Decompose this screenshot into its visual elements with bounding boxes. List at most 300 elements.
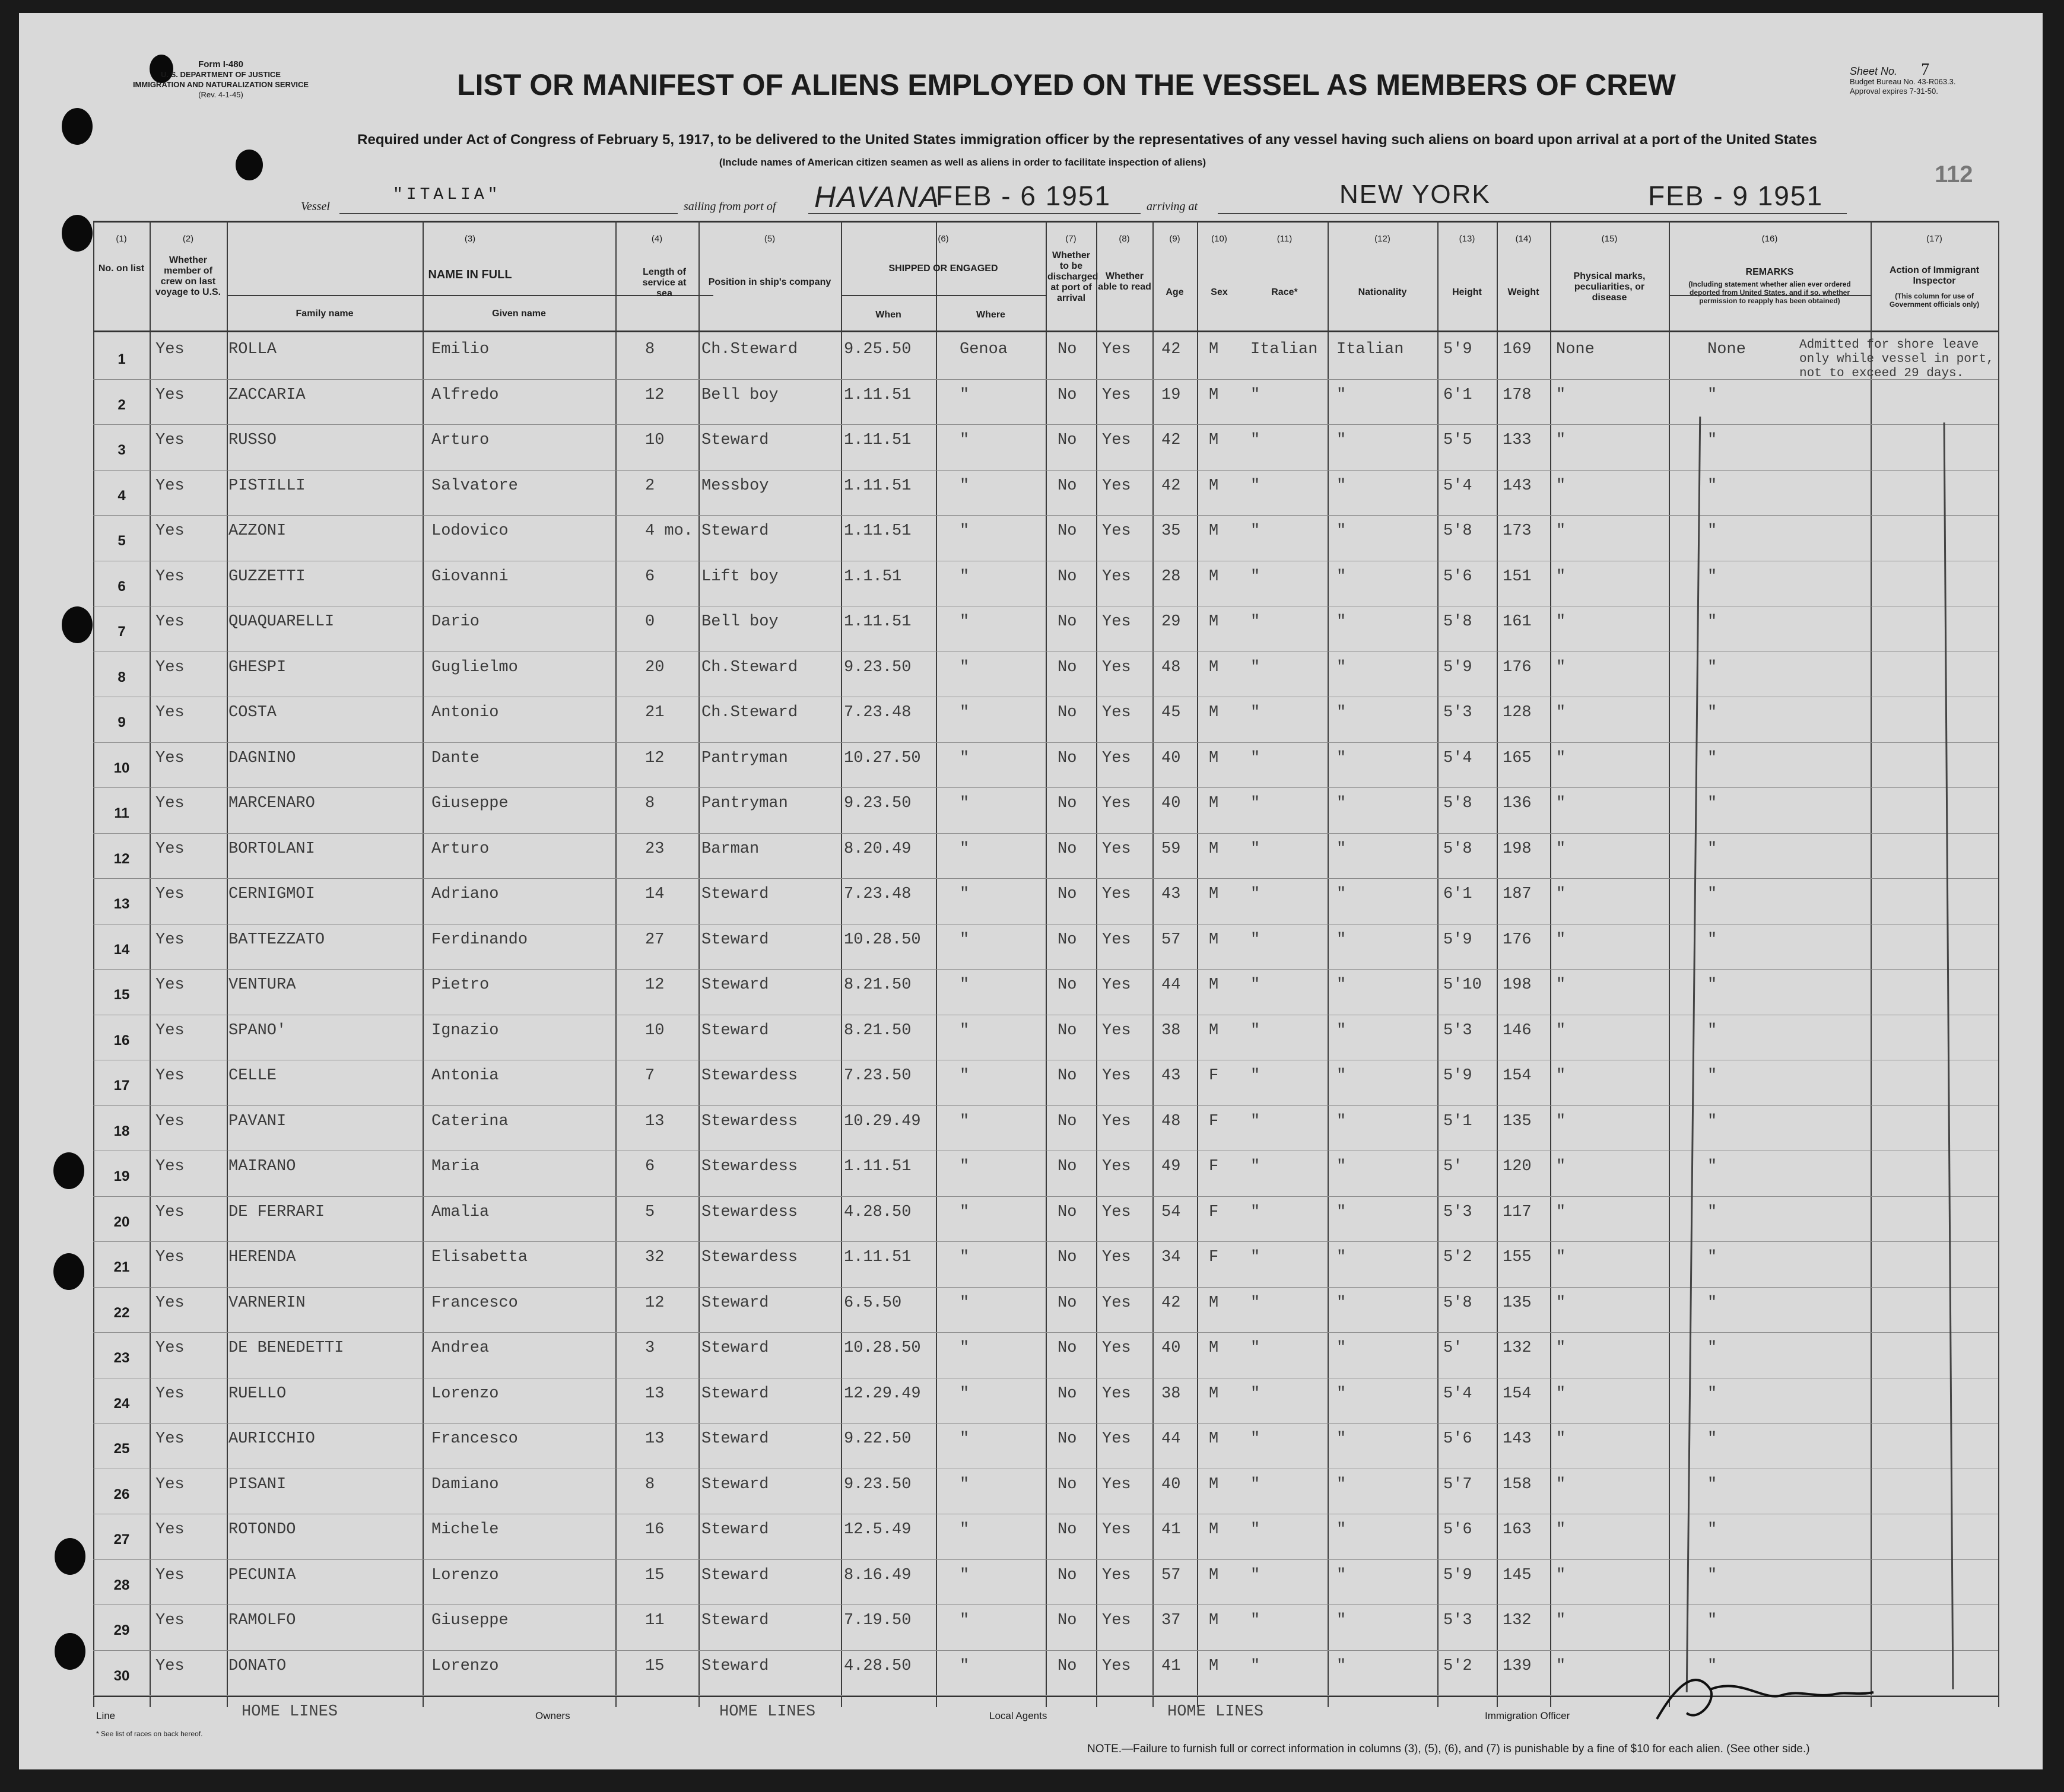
- row-divider: [93, 1241, 1998, 1242]
- remarks: ": [1707, 976, 1717, 994]
- crew-last-voyage: Yes: [155, 476, 185, 495]
- shipped-when: 8.21.50: [844, 976, 912, 994]
- col9-header: Age: [1166, 287, 1184, 297]
- to-be-discharged: No: [1058, 522, 1077, 540]
- punch-hole: [53, 1253, 84, 1290]
- shipped-where: ": [960, 749, 970, 767]
- col4-number: (4): [651, 234, 663, 244]
- given-name: Amalia: [431, 1203, 490, 1221]
- sex: M: [1209, 704, 1219, 722]
- family-name: DAGNINO: [228, 749, 296, 767]
- ship-position: Bell boy: [701, 386, 779, 404]
- remarks: ": [1707, 1430, 1717, 1448]
- shipped-when: 4.28.50: [844, 1203, 912, 1221]
- weight: 158: [1503, 1475, 1532, 1494]
- ship-position: Barman: [701, 840, 760, 858]
- crew-last-voyage: Yes: [155, 1475, 185, 1494]
- age: 44: [1161, 1430, 1181, 1448]
- remarks: ": [1707, 386, 1717, 404]
- age: 38: [1161, 1384, 1181, 1403]
- given-name: Ferdinando: [431, 930, 528, 949]
- weight: 176: [1503, 930, 1532, 949]
- row-number: 21: [113, 1259, 130, 1275]
- length-of-service: 23: [645, 840, 665, 858]
- height: 5'9: [1443, 341, 1472, 358]
- physical-marks: ": [1556, 522, 1566, 540]
- row-number: 16: [113, 1032, 130, 1048]
- given-name: Lorenzo: [431, 1566, 499, 1584]
- given-name: Dante: [431, 749, 480, 767]
- remarks: ": [1707, 1612, 1717, 1629]
- row-number: 18: [113, 1123, 130, 1139]
- row-divider: [93, 833, 1998, 834]
- length-of-service: 32: [645, 1248, 665, 1266]
- family-name: HERENDA: [228, 1248, 296, 1266]
- physical-marks: ": [1556, 1021, 1566, 1040]
- given-name: Guglielmo: [431, 658, 518, 676]
- officer-label: Immigration Officer: [1485, 1710, 1570, 1721]
- length-of-service: 8: [645, 341, 655, 358]
- shipped-where: ": [960, 386, 970, 404]
- remarks: ": [1707, 1294, 1717, 1312]
- nationality: ": [1336, 431, 1347, 449]
- row-divider: [93, 1105, 1998, 1106]
- family-name: AURICCHIO: [228, 1430, 315, 1448]
- shipped-when: 12.29.49: [844, 1384, 921, 1403]
- nationality: ": [1336, 1067, 1347, 1085]
- race: ": [1250, 658, 1260, 676]
- to-be-discharged: No: [1058, 1294, 1077, 1312]
- weight: 143: [1503, 476, 1532, 495]
- shipped-when: 1.11.51: [844, 613, 912, 631]
- given-name: Adriano: [431, 885, 499, 903]
- shipped-where: ": [960, 930, 970, 949]
- crew-last-voyage: Yes: [155, 1203, 185, 1221]
- able-to-read: Yes: [1102, 1384, 1131, 1403]
- row-number: 27: [113, 1532, 130, 1548]
- shipped-when: 1.11.51: [844, 1248, 912, 1266]
- given-name: Giovanni: [431, 567, 509, 586]
- to-be-discharged: No: [1058, 1112, 1077, 1130]
- punch-hole: [236, 150, 263, 180]
- physical-marks: ": [1556, 1612, 1566, 1629]
- ship-position: Pantryman: [701, 795, 788, 812]
- row-number: 5: [118, 533, 126, 549]
- shipped-where: ": [960, 1566, 970, 1584]
- row-divider: [93, 1559, 1998, 1560]
- physical-marks: ": [1556, 704, 1566, 722]
- ship-position: Bell boy: [701, 613, 779, 631]
- length-of-service: 6: [645, 1158, 655, 1175]
- race: ": [1250, 386, 1260, 404]
- physical-marks: ": [1556, 1067, 1566, 1085]
- shipped-when: 1.1.51: [844, 567, 902, 586]
- length-of-service: 10: [645, 431, 665, 449]
- able-to-read: Yes: [1102, 1248, 1131, 1266]
- race: ": [1250, 476, 1260, 495]
- col8-number: (8): [1119, 234, 1130, 244]
- to-be-discharged: No: [1058, 749, 1077, 767]
- col2-number: (2): [182, 234, 194, 244]
- to-be-discharged: No: [1058, 658, 1077, 676]
- length-of-service: 2: [645, 476, 655, 495]
- weight: 161: [1503, 613, 1532, 631]
- row-number: 24: [113, 1395, 130, 1412]
- nationality: ": [1336, 704, 1347, 722]
- to-be-discharged: No: [1058, 1248, 1077, 1266]
- race: Italian: [1250, 341, 1318, 358]
- able-to-read: Yes: [1102, 1021, 1131, 1040]
- able-to-read: Yes: [1102, 613, 1131, 631]
- family-name: MARCENARO: [228, 795, 315, 812]
- physical-marks: ": [1556, 1158, 1566, 1175]
- row-number: 11: [114, 805, 129, 821]
- given-name: Alfredo: [431, 386, 499, 404]
- length-of-service: 14: [645, 885, 665, 903]
- to-be-discharged: No: [1058, 1521, 1077, 1539]
- height: 5'1: [1443, 1112, 1472, 1130]
- ship-position: Steward: [701, 431, 769, 449]
- weight: 132: [1503, 1612, 1532, 1629]
- able-to-read: Yes: [1102, 1612, 1131, 1629]
- able-to-read: Yes: [1102, 749, 1131, 767]
- length-of-service: 4 mo.: [645, 522, 694, 540]
- race: ": [1250, 1384, 1260, 1403]
- nationality: ": [1336, 1158, 1347, 1175]
- age: 54: [1161, 1203, 1181, 1221]
- row-divider: [93, 1332, 1998, 1333]
- row-number: 9: [118, 714, 126, 730]
- sex: M: [1209, 930, 1219, 949]
- col3a-header: Family name: [296, 309, 354, 319]
- shipped-when: 1.11.51: [844, 386, 912, 404]
- shipped-when: 1.11.51: [844, 1158, 912, 1175]
- remarks: ": [1707, 795, 1717, 812]
- row-number: 4: [118, 487, 126, 504]
- sex: M: [1209, 658, 1219, 676]
- age: 49: [1161, 1158, 1181, 1175]
- height: 5'3: [1443, 1612, 1472, 1629]
- race: ": [1250, 749, 1260, 767]
- age: 42: [1161, 1294, 1181, 1312]
- weight: 187: [1503, 885, 1532, 903]
- shipped-when: 4.28.50: [844, 1657, 912, 1675]
- arriving-date: FEB - 9 1951: [1648, 180, 1824, 211]
- owners-label: Owners: [535, 1710, 570, 1721]
- able-to-read: Yes: [1102, 1521, 1131, 1539]
- sex: M: [1209, 613, 1219, 631]
- physical-marks: ": [1556, 930, 1566, 949]
- to-be-discharged: No: [1058, 341, 1077, 358]
- shipped-when: 9.25.50: [844, 341, 912, 358]
- ship-position: Steward: [701, 522, 769, 540]
- agents-value: HOME LINES: [1167, 1703, 1264, 1721]
- form-number: Form I-480: [198, 59, 243, 69]
- height: 6'1: [1443, 386, 1472, 404]
- crew-last-voyage: Yes: [155, 749, 185, 767]
- able-to-read: Yes: [1102, 522, 1131, 540]
- race: ": [1250, 1657, 1260, 1675]
- crew-last-voyage: Yes: [155, 522, 185, 540]
- shipped-where: ": [960, 885, 970, 903]
- weight: 151: [1503, 567, 1532, 586]
- punch-hole: [62, 215, 93, 252]
- col4-header: Length of service at sea: [642, 267, 687, 298]
- arriving-label: arriving at: [1147, 200, 1198, 213]
- height: 5'8: [1443, 795, 1472, 812]
- nationality: ": [1336, 567, 1347, 586]
- ship-position: Stewardess: [701, 1112, 798, 1130]
- given-name: Pietro: [431, 976, 490, 994]
- col6b-header: Where: [976, 310, 1005, 320]
- physical-marks: ": [1556, 1430, 1566, 1448]
- able-to-read: Yes: [1102, 1112, 1131, 1130]
- row-divider: [93, 1604, 1998, 1605]
- shipped-where: ": [960, 704, 970, 722]
- sex: F: [1209, 1067, 1219, 1085]
- to-be-discharged: No: [1058, 976, 1077, 994]
- weight: 198: [1503, 976, 1532, 994]
- row-number: 29: [113, 1622, 130, 1638]
- family-name: QUAQUARELLI: [228, 613, 335, 631]
- to-be-discharged: No: [1058, 476, 1077, 495]
- height: 5'6: [1443, 1430, 1472, 1448]
- family-name: COSTA: [228, 704, 277, 722]
- crew-last-voyage: Yes: [155, 341, 185, 358]
- family-name: RUSSO: [228, 431, 277, 449]
- age: 43: [1161, 885, 1181, 903]
- row-number: 10: [113, 760, 130, 776]
- height: 5'8: [1443, 522, 1472, 540]
- race: ": [1250, 1566, 1260, 1584]
- to-be-discharged: No: [1058, 885, 1077, 903]
- row-number: 2: [118, 396, 126, 413]
- to-be-discharged: No: [1058, 1384, 1077, 1403]
- weight: 139: [1503, 1657, 1532, 1675]
- sailing-label: sailing from port of: [684, 200, 776, 213]
- col17-subheader: (This column for use of Government officials only): [1889, 292, 1980, 309]
- able-to-read: Yes: [1102, 386, 1131, 404]
- nationality: ": [1336, 1430, 1347, 1448]
- given-name: Ignazio: [431, 1021, 499, 1040]
- height: 5'3: [1443, 1203, 1472, 1221]
- given-name: Francesco: [431, 1430, 518, 1448]
- row-number: 20: [113, 1213, 130, 1230]
- ship-position: Steward: [701, 1475, 769, 1494]
- punch-hole: [55, 1633, 85, 1670]
- length-of-service: 12: [645, 749, 665, 767]
- remarks: ": [1707, 567, 1717, 586]
- shipped-where: ": [960, 522, 970, 540]
- family-name: SPANO': [228, 1021, 287, 1040]
- remarks: ": [1707, 1384, 1717, 1403]
- punch-hole: [62, 108, 93, 145]
- able-to-read: Yes: [1102, 976, 1131, 994]
- length-of-service: 20: [645, 658, 665, 676]
- nationality: Italian: [1336, 341, 1404, 358]
- race: ": [1250, 1521, 1260, 1539]
- height: 5'8: [1443, 613, 1472, 631]
- crew-last-voyage: Yes: [155, 1657, 185, 1675]
- sheet-number-block: [1850, 61, 2022, 96]
- col7-number: (7): [1065, 234, 1077, 244]
- physical-marks: ": [1556, 795, 1566, 812]
- row-number: 7: [118, 624, 126, 640]
- row-divider: [93, 1423, 1998, 1424]
- weight: 145: [1503, 1566, 1532, 1584]
- family-name: CERNIGMOI: [228, 885, 315, 903]
- family-name: PAVANI: [228, 1112, 287, 1130]
- to-be-discharged: No: [1058, 567, 1077, 586]
- col14-number: (14): [1515, 234, 1532, 244]
- shipped-where: ": [960, 1612, 970, 1629]
- to-be-discharged: No: [1058, 613, 1077, 631]
- weight: 120: [1503, 1158, 1532, 1175]
- able-to-read: Yes: [1102, 1339, 1131, 1357]
- shipped-where: ": [960, 1067, 970, 1085]
- race: ": [1250, 522, 1260, 540]
- sex: M: [1209, 749, 1219, 767]
- height: 5'8: [1443, 1294, 1472, 1312]
- sex: M: [1209, 1566, 1219, 1584]
- weight: 154: [1503, 1384, 1532, 1403]
- col1-header: No. on list: [98, 263, 145, 274]
- ship-position: Pantryman: [701, 749, 788, 767]
- able-to-read: Yes: [1102, 341, 1131, 358]
- ship-position: Steward: [701, 1430, 769, 1448]
- family-name: DE FERRARI: [228, 1203, 325, 1221]
- remarks: ": [1707, 1067, 1717, 1085]
- race: ": [1250, 1475, 1260, 1494]
- height: 5'9: [1443, 658, 1472, 676]
- crew-last-voyage: Yes: [155, 840, 185, 858]
- physical-marks: ": [1556, 431, 1566, 449]
- sex: F: [1209, 1248, 1219, 1266]
- age: 37: [1161, 1612, 1181, 1629]
- col3-number: (3): [464, 234, 476, 244]
- row-number: 1: [118, 351, 126, 367]
- races-note: * See list of races on back hereof.: [96, 1730, 203, 1738]
- race: ": [1250, 1112, 1260, 1130]
- sex: M: [1209, 1384, 1219, 1403]
- row-number: 19: [113, 1168, 130, 1184]
- length-of-service: 13: [645, 1384, 665, 1403]
- col17-header: Action of Immigrant Inspector: [1889, 265, 1980, 286]
- col3-header: NAME IN FULL: [428, 268, 512, 281]
- col11-number: (11): [1276, 234, 1293, 244]
- col10-header: Sex: [1211, 287, 1228, 297]
- fine-note: NOTE.—Failure to furnish full or correct information in columns (3), (5), (6), and (7) is punishable by a fine of $10 for each alien. (See other side.): [1087, 1743, 1810, 1755]
- race: ": [1250, 1021, 1260, 1040]
- nationality: ": [1336, 1203, 1347, 1221]
- crew-last-voyage: Yes: [155, 795, 185, 812]
- to-be-discharged: No: [1058, 1566, 1077, 1584]
- col12-header: Nationality: [1358, 287, 1407, 297]
- height: 5'8: [1443, 840, 1472, 858]
- nationality: ": [1336, 976, 1347, 994]
- weight: 163: [1503, 1521, 1532, 1539]
- col1-number: (1): [116, 234, 127, 244]
- nationality: ": [1336, 1475, 1347, 1494]
- crew-last-voyage: Yes: [155, 930, 185, 949]
- row-divider: [93, 1287, 1998, 1288]
- line-value: HOME LINES: [242, 1703, 338, 1721]
- page-stamp: 112: [1935, 161, 1973, 188]
- ship-position: Stewardess: [701, 1158, 798, 1175]
- row-divider: [93, 878, 1998, 879]
- age: 19: [1161, 386, 1181, 404]
- col17-number: (17): [1926, 234, 1942, 244]
- col5-number: (5): [764, 234, 776, 244]
- weight: 135: [1503, 1112, 1532, 1130]
- weight: 146: [1503, 1021, 1532, 1040]
- col16-header: REMARKS: [1745, 267, 1794, 277]
- family-name: VARNERIN: [228, 1294, 306, 1312]
- age: 29: [1161, 613, 1181, 631]
- to-be-discharged: No: [1058, 431, 1077, 449]
- nationality: ": [1336, 1112, 1347, 1130]
- sex: F: [1209, 1112, 1219, 1130]
- sex: M: [1209, 976, 1219, 994]
- col5-header: Position in ship's company: [708, 277, 831, 287]
- ship-position: Steward: [701, 1384, 769, 1403]
- remarks: ": [1707, 1339, 1717, 1357]
- family-name: CELLE: [228, 1067, 277, 1085]
- nationality: ": [1336, 885, 1347, 903]
- vessel-info: [19, 182, 2043, 218]
- remarks: ": [1707, 1021, 1717, 1040]
- shipped-where: ": [960, 1521, 970, 1539]
- sex: M: [1209, 1475, 1219, 1494]
- family-name: AZZONI: [228, 522, 287, 540]
- weight: 133: [1503, 431, 1532, 449]
- physical-marks: ": [1556, 1384, 1566, 1403]
- height: 5'3: [1443, 704, 1472, 722]
- crew-last-voyage: Yes: [155, 1158, 185, 1175]
- vessel-label: Vessel: [301, 200, 330, 213]
- weight: 132: [1503, 1339, 1532, 1357]
- officer-signature: [1645, 1666, 1882, 1731]
- length-of-service: 11: [645, 1612, 665, 1629]
- weight: 165: [1503, 749, 1532, 767]
- nationality: ": [1336, 1612, 1347, 1629]
- length-of-service: 0: [645, 613, 655, 631]
- remarks: ": [1707, 1566, 1717, 1584]
- family-name: DE BENEDETTI: [228, 1339, 344, 1357]
- height: 5'9: [1443, 1067, 1472, 1085]
- shipped-where: ": [960, 1339, 970, 1357]
- height: 5'4: [1443, 749, 1472, 767]
- sex: M: [1209, 476, 1219, 495]
- nationality: ": [1336, 1021, 1347, 1040]
- shipped-where: ": [960, 613, 970, 631]
- punch-hole: [55, 1538, 85, 1575]
- nationality: ": [1336, 1294, 1347, 1312]
- age: 42: [1161, 341, 1181, 358]
- family-name: GUZZETTI: [228, 567, 306, 586]
- row-divider: [93, 424, 1998, 425]
- able-to-read: Yes: [1102, 795, 1131, 812]
- remarks: ": [1707, 840, 1717, 858]
- remarks: ": [1707, 1521, 1717, 1539]
- nationality: ": [1336, 476, 1347, 495]
- age: 41: [1161, 1521, 1181, 1539]
- physical-marks: ": [1556, 1203, 1566, 1221]
- race: ": [1250, 1612, 1260, 1629]
- age: 42: [1161, 476, 1181, 495]
- weight: 128: [1503, 704, 1532, 722]
- row-number: 17: [113, 1078, 130, 1094]
